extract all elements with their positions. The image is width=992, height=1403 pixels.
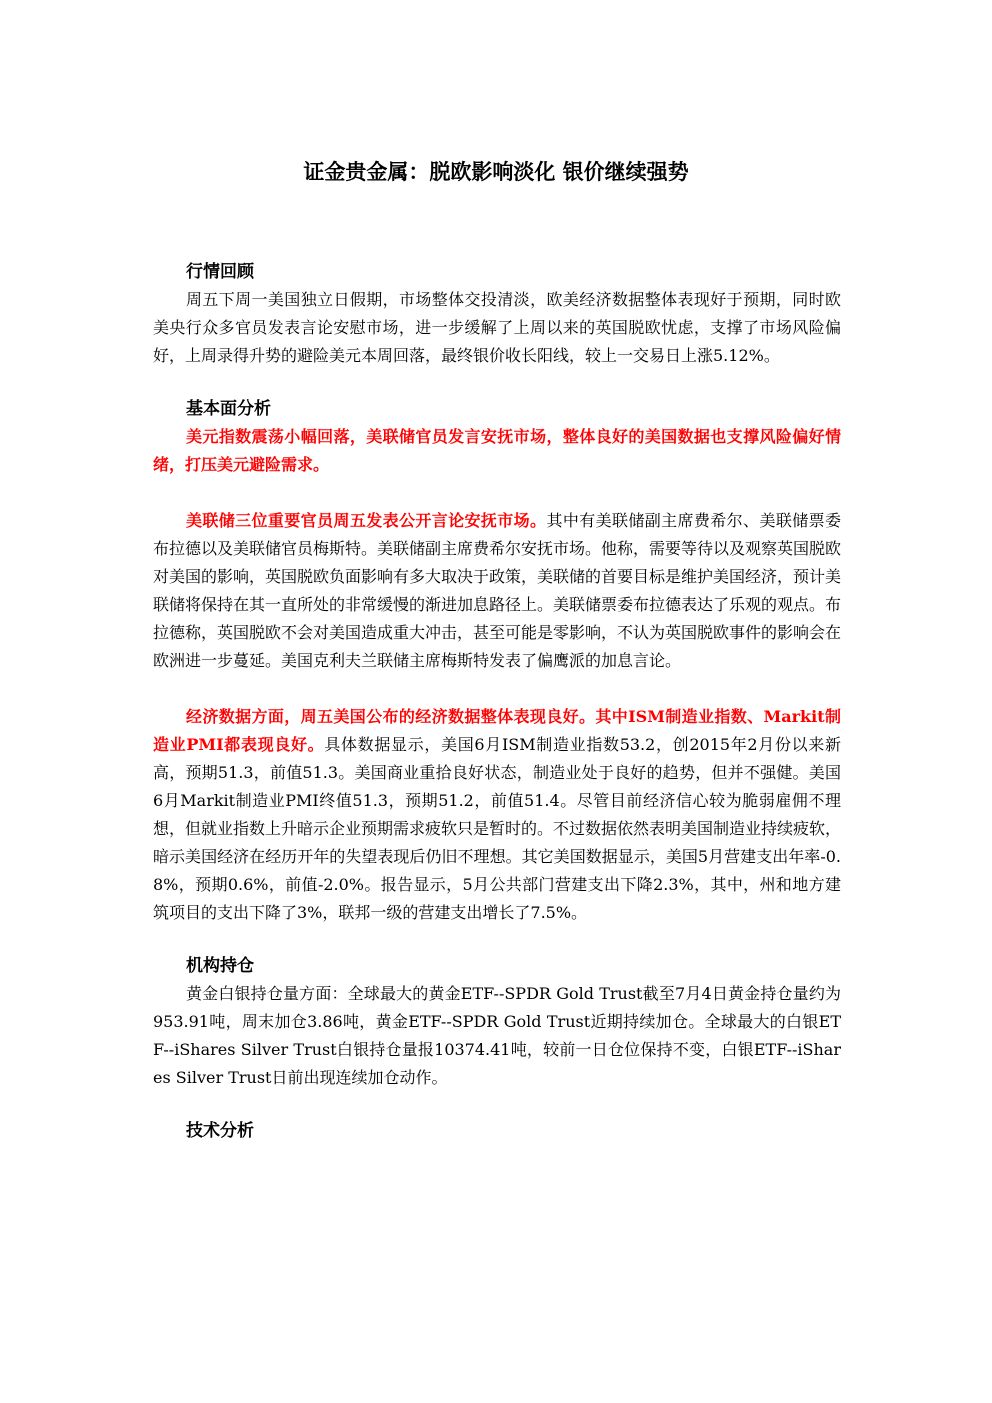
spacer [153, 370, 841, 395]
econ-lead-highlight: 经济数据方面，周五美国公布的经济数据整体表现良好。其中ISM制造业指数、Markit制造业PMI都表现良好。 [153, 707, 841, 754]
review-paragraph: 周五下周一美国独立日假期，市场整体交投清淡，欧美经济数据整体表现好于预期，同时欧美央行众多官员发表言论安慰市场，进一步缓解了上周以来的英国脱欧忧虑，支撑了市场风险偏好，上周录得升势的避险美元本周回落，最终银价收长阳线，较上一交易日上涨5.12%。 [153, 290, 841, 365]
fundamentals-highlight: 美元指数震荡小幅回落，美联储官员发言安抚市场，整体良好的美国数据也支撑风险偏好情绪，打压美元避险需求。 [153, 427, 841, 474]
spacer [153, 479, 841, 507]
spacer [153, 675, 841, 703]
econ-body-text: 具体数据显示，美国6月ISM制造业指数53.2，创2015年2月份以来新高，预期51.3，前值51.3。美国商业重拾良好状态，制造业处于良好的趋势，但并不强健。美国6月Markit制造业PMI终值51.3，预期51.2，前值51.4。尽管目前经济信心较为脆弱雇佣不理想，但就业指数上升暗示企业预期需求疲软只是暂时的。不过数据依然表明美国制造业持续疲软，暗示美国经济在经历开年的失望表现后仍旧不理想。其它美国数据显示，美国5月营建支出年率-0.8%，预期0.6%，前值-2.0%。报告显示，5月公共部门营建支出下降2.3%，其中，州和地方建筑项目的支出下降了3%，联邦一级的营建支出增长了7.5%。 [153, 735, 842, 922]
document-body [153, 258, 841, 1145]
section-heading-positions: 机构持仓 [186, 956, 254, 976]
fed-body-text: 其中有美联储副主席费希尔、美联储票委布拉德以及美联储官员梅斯特。美联储副主席费希尔安抚市场。他称，需要等待以及观察英国脱欧对美国的影响，英国脱欧负面影响有多大取决于政策，美联储的首要目标是维护美国经济，预计美联储将保持在其一直所处的非常缓慢的渐进加息路径上。美联储票委布拉德表达了乐观的观点。布拉德称，英国脱欧不会对美国造成重大冲击，甚至可能是零影响，不认为英国脱欧事件的影响会在欧洲进一步蔓延。美国克利夫兰联储主席梅斯特发表了偏鹰派的加息言论。 [153, 511, 842, 670]
spacer [153, 1092, 841, 1117]
section-heading-review: 行情回顾 [186, 262, 254, 282]
fed-lead-highlight: 美联储三位重要官员周五发表公开言论安抚市场。 [186, 511, 547, 530]
fed-paragraph [153, 507, 841, 675]
econ-paragraph [153, 703, 841, 927]
positions-paragraph: 黄金白银持仓量方面：全球最大的黄金ETF--SPDR Gold Trust截至7月4日黄金持仓量约为953.91吨，周末加仓3.86吨，黄金ETF--SPDR Gold Trust近期持续加仓。全球最大的白银ETF--iShares Silver Trust白银持仓量报10374.41吨，较前一日仓位保持不变，白银ETF--iShares Silver Trust日前出现连续加仓动作。 [153, 984, 841, 1087]
section-heading-fundamentals: 基本面分析 [186, 399, 271, 419]
spacer [153, 927, 841, 952]
document-title: 证金贵金属：脱欧影响淡化 银价继续强势 [303, 159, 689, 184]
section-heading-technical: 技术分析 [186, 1121, 254, 1141]
